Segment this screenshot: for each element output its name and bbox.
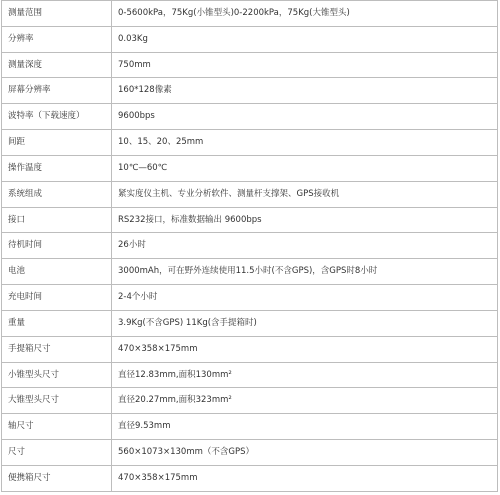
spec-value: 直径20.27mm,面积323mm²: [112, 388, 498, 414]
spec-label: 测量深度: [2, 52, 112, 78]
spec-label: 尺寸: [2, 440, 112, 466]
spec-value: 160*128像素: [112, 78, 498, 104]
spec-label: 电池: [2, 259, 112, 285]
spec-label: 间距: [2, 130, 112, 156]
table-row: [2, 181, 498, 207]
spec-label: 小锥型头尺寸: [2, 362, 112, 388]
table-row: [2, 259, 498, 285]
table-row: [2, 310, 498, 336]
spec-value: 10℃—60℃: [112, 155, 498, 181]
spec-value: 3.9Kg(不含GPS) 11Kg(含手提箱时): [112, 310, 498, 336]
spec-value: 直径9.53mm: [112, 414, 498, 440]
spec-label: 分辨率: [2, 26, 112, 52]
table-row: [2, 285, 498, 311]
table-row: [2, 1, 498, 27]
table-row: [2, 130, 498, 156]
spec-value: 9600bps: [112, 104, 498, 130]
spec-value: 470×358×175mm: [112, 465, 498, 491]
spec-value: RS232接口，标准数据输出 9600bps: [112, 207, 498, 233]
table-row: [2, 26, 498, 52]
table-row: [2, 52, 498, 78]
table-row: [2, 155, 498, 181]
spec-label: 屏幕分辨率: [2, 78, 112, 104]
spec-value: 3000mAh，可在野外连续使用11.5小时(不含GPS)，含GPS时8小时: [112, 259, 498, 285]
spec-label: 充电时间: [2, 285, 112, 311]
spec-label: 重量: [2, 310, 112, 336]
table-row: [2, 104, 498, 130]
spec-value: 直径12.83mm,面积130mm²: [112, 362, 498, 388]
spec-label: 测量范围: [2, 1, 112, 27]
spec-label: 便携箱尺寸: [2, 465, 112, 491]
table-row: [2, 336, 498, 362]
spec-value: 紧实度仪主机、专业分析软件、测量杆支撑架、GPS接收机: [112, 181, 498, 207]
table-row: [2, 388, 498, 414]
table-row: [2, 414, 498, 440]
spec-value: 0-5600kPa，75Kg(小锥型头)0-2200kPa，75Kg(大锥型头): [112, 1, 498, 27]
table-row: [2, 207, 498, 233]
spec-label: 手提箱尺寸: [2, 336, 112, 362]
spec-label: 待机时间: [2, 233, 112, 259]
spec-value: 0.03Kg: [112, 26, 498, 52]
spec-value: 560×1073×130mm（不含GPS）: [112, 440, 498, 466]
spec-label: 大锥型头尺寸: [2, 388, 112, 414]
spec-value: 26小时: [112, 233, 498, 259]
spec-table: [1, 0, 498, 492]
spec-label: 轴尺寸: [2, 414, 112, 440]
spec-value: 10、15、20、25mm: [112, 130, 498, 156]
table-row: [2, 440, 498, 466]
table-row: [2, 465, 498, 491]
spec-value: 470×358×175mm: [112, 336, 498, 362]
spec-value: 750mm: [112, 52, 498, 78]
spec-label: 接口: [2, 207, 112, 233]
spec-value: 2-4个小时: [112, 285, 498, 311]
table-row: [2, 233, 498, 259]
table-row: [2, 362, 498, 388]
spec-label: 波特率（下载速度）: [2, 104, 112, 130]
spec-label: 系统组成: [2, 181, 112, 207]
spec-label: 操作温度: [2, 155, 112, 181]
table-row: [2, 78, 498, 104]
